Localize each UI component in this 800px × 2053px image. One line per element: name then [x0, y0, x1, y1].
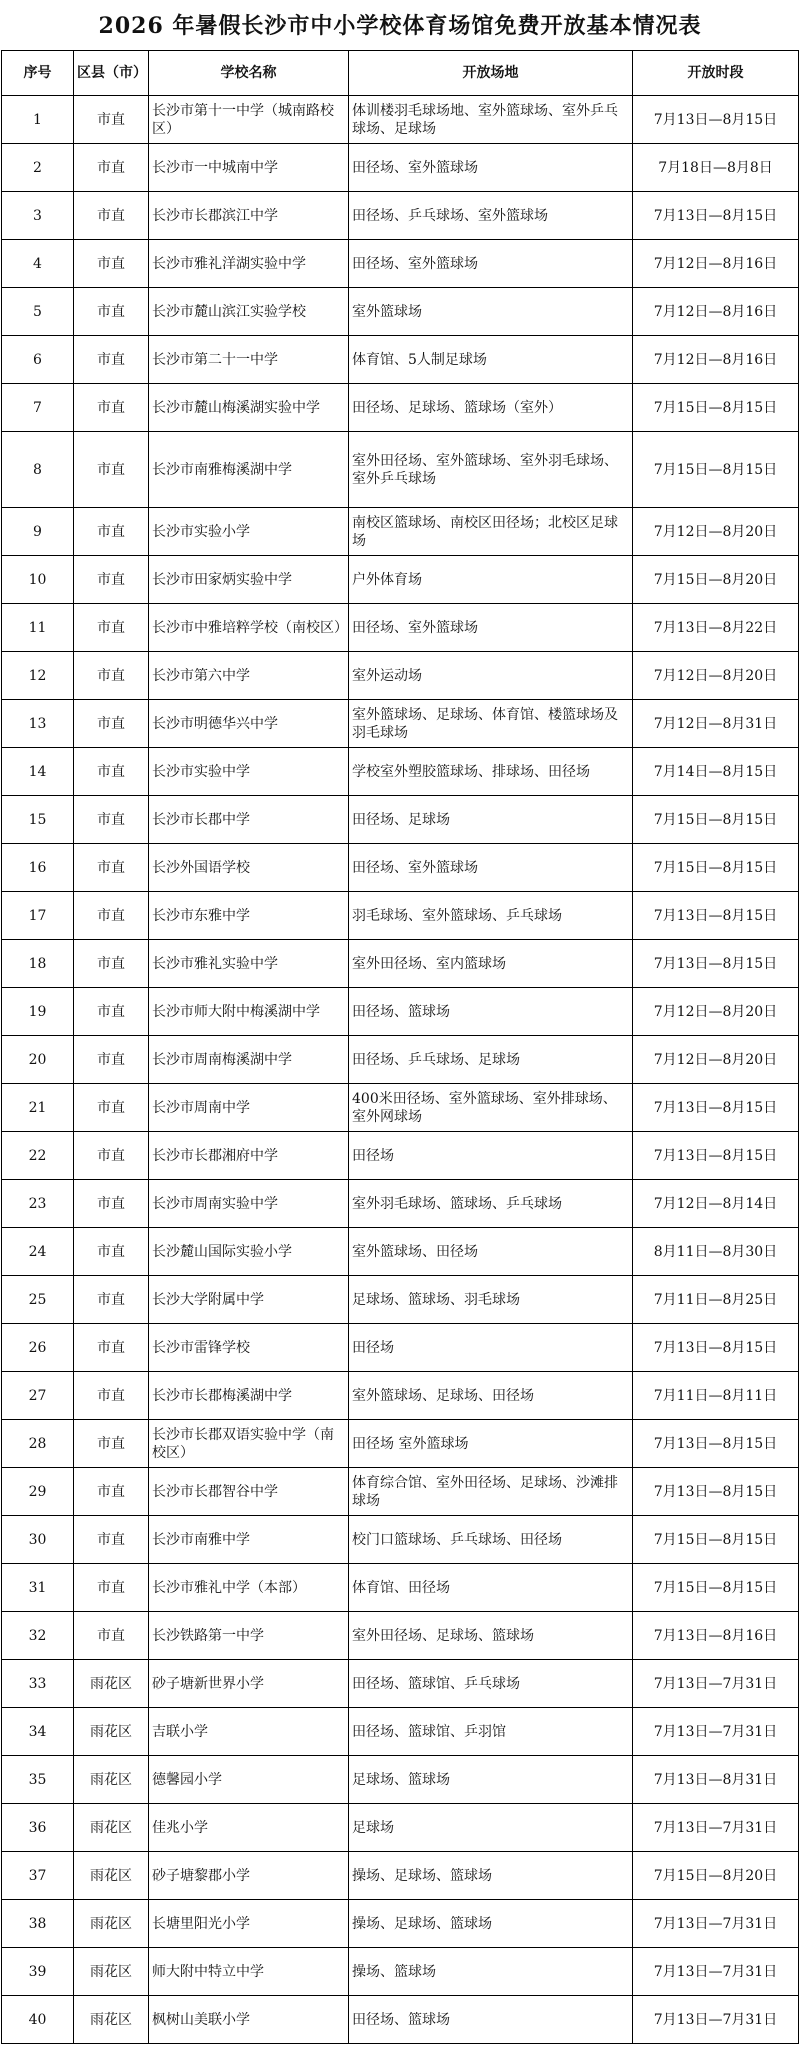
cell-school: 长沙市周南梅溪湖中学: [149, 1036, 349, 1084]
table-row: [2, 1708, 799, 1756]
cell-num: 3: [2, 192, 74, 240]
cell-district: 市直: [74, 556, 149, 604]
table-row: [2, 240, 799, 288]
cell-district: 市直: [74, 940, 149, 988]
cell-num: 2: [2, 144, 74, 192]
header-time: 开放时段: [633, 51, 799, 96]
table-row: [2, 988, 799, 1036]
cell-time: 7月12日—8月16日: [633, 240, 799, 288]
cell-venue: 操场、篮球场: [349, 1948, 633, 1996]
cell-district: 市直: [74, 240, 149, 288]
cell-num: 13: [2, 700, 74, 748]
table-row: [2, 1852, 799, 1900]
cell-num: 31: [2, 1564, 74, 1612]
cell-venue: 田径场、乒乓球场、足球场: [349, 1036, 633, 1084]
table-row: [2, 1756, 799, 1804]
cell-time: 7月13日—7月31日: [633, 1804, 799, 1852]
cell-time: 7月13日—8月15日: [633, 1420, 799, 1468]
table-body: [2, 96, 799, 2044]
cell-num: 5: [2, 288, 74, 336]
table-row: [2, 1804, 799, 1852]
cell-school: 长沙市雷锋学校: [149, 1324, 349, 1372]
cell-district: 市直: [74, 1468, 149, 1516]
cell-school: 长沙市长郡湘府中学: [149, 1132, 349, 1180]
cell-district: 市直: [74, 748, 149, 796]
cell-school: 长沙市周南中学: [149, 1084, 349, 1132]
cell-num: 24: [2, 1228, 74, 1276]
cell-venue: 田径场、室外篮球场: [349, 144, 633, 192]
cell-venue: 室外篮球场: [349, 288, 633, 336]
table-row: [2, 604, 799, 652]
table-row: [2, 1996, 799, 2044]
table-row: [2, 1516, 799, 1564]
cell-school: 长沙麓山国际实验小学: [149, 1228, 349, 1276]
cell-time: 7月12日—8月16日: [633, 288, 799, 336]
cell-district: 雨花区: [74, 1948, 149, 1996]
cell-school: 长沙市雅礼中学（本部）: [149, 1564, 349, 1612]
cell-num: 35: [2, 1756, 74, 1804]
cell-time: 7月13日—7月31日: [633, 1996, 799, 2044]
cell-district: 市直: [74, 1612, 149, 1660]
cell-time: 7月12日—8月20日: [633, 988, 799, 1036]
table-row: [2, 1900, 799, 1948]
cell-time: 7月12日—8月31日: [633, 700, 799, 748]
cell-district: 市直: [74, 508, 149, 556]
cell-time: 7月12日—8月20日: [633, 1036, 799, 1084]
cell-school: 长沙市麓山梅溪湖实验中学: [149, 384, 349, 432]
table-row: [2, 1660, 799, 1708]
cell-district: 市直: [74, 604, 149, 652]
cell-time: 7月15日—8月20日: [633, 1852, 799, 1900]
cell-district: 市直: [74, 192, 149, 240]
cell-num: 16: [2, 844, 74, 892]
cell-school: 长沙外国语学校: [149, 844, 349, 892]
cell-num: 26: [2, 1324, 74, 1372]
cell-school: 长沙市雅礼洋湖实验中学: [149, 240, 349, 288]
cell-district: 市直: [74, 96, 149, 144]
cell-district: 市直: [74, 336, 149, 384]
cell-num: 37: [2, 1852, 74, 1900]
table-row: [2, 1324, 799, 1372]
cell-school: 长沙市南雅梅溪湖中学: [149, 432, 349, 508]
cell-venue: 田径场、足球场、篮球场（室外）: [349, 384, 633, 432]
cell-time: 7月13日—8月15日: [633, 96, 799, 144]
cell-time: 7月13日—7月31日: [633, 1660, 799, 1708]
cell-school: 佳兆小学: [149, 1804, 349, 1852]
cell-school: 长沙市第二十一中学: [149, 336, 349, 384]
table-row: [2, 748, 799, 796]
table-row: [2, 1468, 799, 1516]
cell-venue: 操场、足球场、篮球场: [349, 1852, 633, 1900]
cell-district: 市直: [74, 1564, 149, 1612]
cell-num: 15: [2, 796, 74, 844]
table-row: [2, 432, 799, 508]
table-row: [2, 1132, 799, 1180]
cell-school: 长沙市明德华兴中学: [149, 700, 349, 748]
cell-time: 7月15日—8月15日: [633, 432, 799, 508]
cell-venue: 体育综合馆、室外田径场、足球场、沙滩排球场: [349, 1468, 633, 1516]
cell-venue: 体育馆、5人制足球场: [349, 336, 633, 384]
cell-num: 9: [2, 508, 74, 556]
cell-school: 德馨园小学: [149, 1756, 349, 1804]
cell-time: 7月12日—8月14日: [633, 1180, 799, 1228]
cell-district: 雨花区: [74, 1852, 149, 1900]
cell-school: 长沙大学附属中学: [149, 1276, 349, 1324]
cell-venue: 室外羽毛球场、篮球场、乒乓球场: [349, 1180, 633, 1228]
cell-venue: 室外田径场、足球场、篮球场: [349, 1612, 633, 1660]
cell-school: 长沙市长郡滨江中学: [149, 192, 349, 240]
document-title: 2026 年暑假长沙市中小学校体育场馆免费开放基本情况表: [98, 13, 702, 39]
cell-time: 7月11日—8月11日: [633, 1372, 799, 1420]
cell-school: 长沙市实验中学: [149, 748, 349, 796]
cell-district: 市直: [74, 1132, 149, 1180]
cell-time: 7月13日—8月22日: [633, 604, 799, 652]
cell-num: 6: [2, 336, 74, 384]
cell-num: 20: [2, 1036, 74, 1084]
cell-num: 34: [2, 1708, 74, 1756]
cell-district: 市直: [74, 1372, 149, 1420]
cell-time: 7月15日—8月15日: [633, 796, 799, 844]
cell-school: 长沙市东雅中学: [149, 892, 349, 940]
cell-time: 7月15日—8月20日: [633, 556, 799, 604]
table-row: [2, 1372, 799, 1420]
cell-venue: 足球场、篮球场、羽毛球场: [349, 1276, 633, 1324]
table-row: [2, 336, 799, 384]
cell-district: 雨花区: [74, 1900, 149, 1948]
cell-school: 长沙市第十一中学（城南路校区）: [149, 96, 349, 144]
cell-num: 1: [2, 96, 74, 144]
cell-num: 11: [2, 604, 74, 652]
cell-venue: 室外田径场、室外篮球场、室外羽毛球场、室外乒乓球场: [349, 432, 633, 508]
cell-num: 18: [2, 940, 74, 988]
table-row: [2, 192, 799, 240]
cell-district: 雨花区: [74, 1804, 149, 1852]
cell-time: 7月13日—8月15日: [633, 892, 799, 940]
cell-num: 10: [2, 556, 74, 604]
cell-district: 市直: [74, 288, 149, 336]
cell-time: 7月13日—8月15日: [633, 1084, 799, 1132]
cell-num: 39: [2, 1948, 74, 1996]
cell-venue: 室外篮球场、田径场: [349, 1228, 633, 1276]
cell-school: 长沙市长郡梅溪湖中学: [149, 1372, 349, 1420]
cell-venue: 田径场、室外篮球场: [349, 604, 633, 652]
cell-num: 29: [2, 1468, 74, 1516]
cell-num: 32: [2, 1612, 74, 1660]
cell-school: 长沙市南雅中学: [149, 1516, 349, 1564]
cell-venue: 南校区篮球场、南校区田径场；北校区足球场: [349, 508, 633, 556]
table-row: [2, 144, 799, 192]
table-row: [2, 1084, 799, 1132]
cell-time: 7月11日—8月25日: [633, 1276, 799, 1324]
cell-district: 市直: [74, 1276, 149, 1324]
cell-venue: 校门口篮球场、乒乓球场、田径场: [349, 1516, 633, 1564]
cell-time: 7月13日—8月15日: [633, 192, 799, 240]
cell-district: 雨花区: [74, 1996, 149, 2044]
cell-time: 7月15日—8月15日: [633, 1516, 799, 1564]
cell-school: 长沙市周南实验中学: [149, 1180, 349, 1228]
cell-num: 17: [2, 892, 74, 940]
cell-num: 40: [2, 1996, 74, 2044]
cell-num: 12: [2, 652, 74, 700]
cell-venue: 户外体育场: [349, 556, 633, 604]
cell-time: 7月13日—8月31日: [633, 1756, 799, 1804]
cell-time: 7月14日—8月15日: [633, 748, 799, 796]
cell-time: 7月13日—8月15日: [633, 940, 799, 988]
cell-venue: 田径场: [349, 1132, 633, 1180]
cell-district: 市直: [74, 1084, 149, 1132]
cell-venue: 室外篮球场、足球场、体育馆、楼篮球场及羽毛球场: [349, 700, 633, 748]
table-row: [2, 892, 799, 940]
table-row: [2, 796, 799, 844]
cell-venue: 田径场、篮球场: [349, 1996, 633, 2044]
cell-district: 市直: [74, 652, 149, 700]
table-row: [2, 556, 799, 604]
cell-num: 7: [2, 384, 74, 432]
cell-school: 砂子塘新世界小学: [149, 1660, 349, 1708]
cell-school: 长沙铁路第一中学: [149, 1612, 349, 1660]
cell-time: 7月13日—7月31日: [633, 1900, 799, 1948]
cell-time: 7月15日—8月15日: [633, 1564, 799, 1612]
cell-district: 市直: [74, 844, 149, 892]
table-row: [2, 96, 799, 144]
cell-district: 市直: [74, 1228, 149, 1276]
cell-num: 30: [2, 1516, 74, 1564]
table-row: [2, 700, 799, 748]
table-row: [2, 288, 799, 336]
cell-num: 28: [2, 1420, 74, 1468]
cell-school: 砂子塘黎郡小学: [149, 1852, 349, 1900]
cell-venue: 田径场、篮球场: [349, 988, 633, 1036]
cell-time: 7月15日—8月15日: [633, 844, 799, 892]
cell-venue: 田径场、篮球馆、乒羽馆: [349, 1708, 633, 1756]
cell-time: 7月13日—7月31日: [633, 1708, 799, 1756]
cell-district: 市直: [74, 1180, 149, 1228]
table-row: [2, 1276, 799, 1324]
header-num: 序号: [2, 51, 74, 96]
cell-venue: 足球场、篮球场: [349, 1756, 633, 1804]
cell-num: 23: [2, 1180, 74, 1228]
cell-venue: 田径场: [349, 1324, 633, 1372]
cell-venue: 室外篮球场、足球场、田径场: [349, 1372, 633, 1420]
cell-time: 7月13日—8月16日: [633, 1612, 799, 1660]
cell-school: 长沙市麓山滨江实验学校: [149, 288, 349, 336]
cell-time: 7月13日—8月15日: [633, 1324, 799, 1372]
table-row: [2, 844, 799, 892]
cell-time: 7月13日—8月15日: [633, 1468, 799, 1516]
cell-time: 7月13日—8月15日: [633, 1132, 799, 1180]
cell-school: 长塘里阳光小学: [149, 1900, 349, 1948]
header-row: [2, 51, 799, 96]
cell-school: 吉联小学: [149, 1708, 349, 1756]
cell-venue: 田径场、足球场: [349, 796, 633, 844]
cell-district: 市直: [74, 988, 149, 1036]
cell-time: 7月18日—8月8日: [633, 144, 799, 192]
cell-num: 4: [2, 240, 74, 288]
cell-venue: 田径场、室外篮球场: [349, 844, 633, 892]
cell-district: 市直: [74, 1516, 149, 1564]
cell-venue: 田径场、篮球馆、乒乓球场: [349, 1660, 633, 1708]
cell-venue: 学校室外塑胶篮球场、排球场、田径场: [349, 748, 633, 796]
table-row: [2, 508, 799, 556]
cell-time: 8月11日—8月30日: [633, 1228, 799, 1276]
cell-num: 25: [2, 1276, 74, 1324]
table-row: [2, 1564, 799, 1612]
cell-district: 雨花区: [74, 1660, 149, 1708]
cell-num: 38: [2, 1900, 74, 1948]
cell-time: 7月13日—7月31日: [633, 1948, 799, 1996]
header-school: 学校名称: [149, 51, 349, 96]
cell-school: 枫树山美联小学: [149, 1996, 349, 2044]
cell-school: 长沙市长郡智谷中学: [149, 1468, 349, 1516]
cell-school: 师大附中特立中学: [149, 1948, 349, 1996]
table-row: [2, 1036, 799, 1084]
cell-venue: 羽毛球场、室外篮球场、乒乓球场: [349, 892, 633, 940]
cell-school: 长沙市实验小学: [149, 508, 349, 556]
cell-num: 33: [2, 1660, 74, 1708]
cell-venue: 室外田径场、室内篮球场: [349, 940, 633, 988]
cell-venue: 操场、足球场、篮球场: [349, 1900, 633, 1948]
cell-num: 14: [2, 748, 74, 796]
cell-district: 雨花区: [74, 1756, 149, 1804]
cell-num: 8: [2, 432, 74, 508]
cell-venue: 田径场、室外篮球场: [349, 240, 633, 288]
header-district: 区县（市）: [74, 51, 149, 96]
cell-venue: 足球场: [349, 1804, 633, 1852]
cell-num: 22: [2, 1132, 74, 1180]
cell-time: 7月12日—8月20日: [633, 652, 799, 700]
cell-district: 市直: [74, 1036, 149, 1084]
cell-time: 7月12日—8月20日: [633, 508, 799, 556]
cell-district: 雨花区: [74, 1708, 149, 1756]
cell-school: 长沙市第六中学: [149, 652, 349, 700]
cell-district: 市直: [74, 1420, 149, 1468]
cell-district: 市直: [74, 384, 149, 432]
cell-school: 长沙市长郡双语实验中学（南校区）: [149, 1420, 349, 1468]
cell-venue: 400米田径场、室外篮球场、室外排球场、室外网球场: [349, 1084, 633, 1132]
cell-school: 长沙市中雅培粹学校（南校区）: [149, 604, 349, 652]
cell-school: 长沙市长郡中学: [149, 796, 349, 844]
cell-district: 市直: [74, 796, 149, 844]
venue-table: [1, 50, 799, 2044]
table-row: [2, 1612, 799, 1660]
cell-venue: 田径场 室外篮球场: [349, 1420, 633, 1468]
cell-venue: 体训楼羽毛球场地、室外篮球场、室外乒乓球场、足球场: [349, 96, 633, 144]
cell-district: 市直: [74, 144, 149, 192]
cell-num: 27: [2, 1372, 74, 1420]
cell-venue: 田径场、乒乓球场、室外篮球场: [349, 192, 633, 240]
cell-school: 长沙市田家炳实验中学: [149, 556, 349, 604]
cell-num: 19: [2, 988, 74, 1036]
cell-district: 市直: [74, 432, 149, 508]
table-row: [2, 940, 799, 988]
cell-num: 21: [2, 1084, 74, 1132]
cell-venue: 室外运动场: [349, 652, 633, 700]
header-venue: 开放场地: [349, 51, 633, 96]
cell-school: 长沙市师大附中梅溪湖中学: [149, 988, 349, 1036]
cell-school: 长沙市一中城南中学: [149, 144, 349, 192]
cell-district: 市直: [74, 700, 149, 748]
cell-school: 长沙市雅礼实验中学: [149, 940, 349, 988]
table-row: [2, 1180, 799, 1228]
cell-district: 市直: [74, 1324, 149, 1372]
table-row: [2, 652, 799, 700]
table-row: [2, 1420, 799, 1468]
cell-time: 7月12日—8月16日: [633, 336, 799, 384]
cell-venue: 体育馆、田径场: [349, 1564, 633, 1612]
table-row: [2, 1948, 799, 1996]
cell-num: 36: [2, 1804, 74, 1852]
table-row: [2, 1228, 799, 1276]
cell-time: 7月15日—8月15日: [633, 384, 799, 432]
table-row: [2, 384, 799, 432]
cell-district: 市直: [74, 892, 149, 940]
